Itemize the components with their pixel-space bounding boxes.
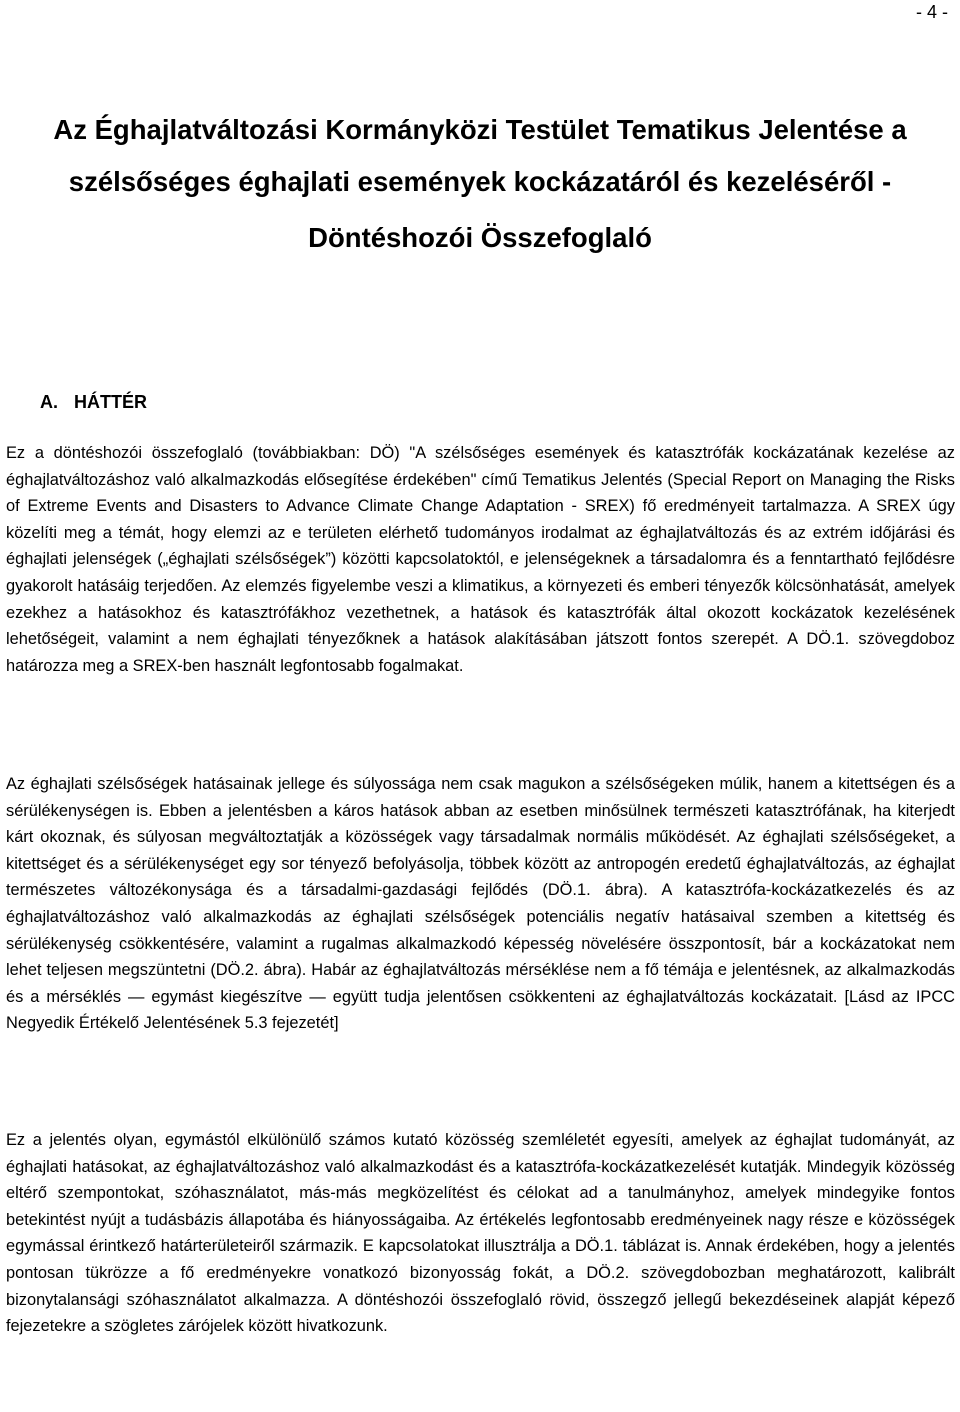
body-paragraph-2: Az éghajlati szélsőségek hatásainak jellege és súlyossága nem csak magukon a szélsőségeken múlik, hanem a kitettségen és a sérülékenységen is. Ebben a jelentésben a káros hatások abban az esetben minősülnek természeti katasztrófának, ha kiterjedt kárt okoznak, és súlyosan megváltoztatják a közösségek vagy társadalmak normális működését. Az éghajlati szélsőségeket, a kitettséget és a sérülékenységet egy sor tényező befolyásolja, többek között az antropogén eredetű éghajlatváltozás, az éghajlat természetes változékonysága és a társadalmi-gazdasági fejlődés (DÖ.1. ábra). A katasztrófa-kockázatkezelés és az éghajlatváltozáshoz való alkalmazkodás az éghajlati szélsőségek potenciális negatív hatásaival szemben a kitettség és sérülékenység csökkentésére, valamint a rugalmas alkalmazkodó képesség növelésére összpontosít, bár a kockázatokat nem lehet teljesen megszüntetni (DÖ.2. ábra). Habár az éghajlatváltozás mérséklése nem a fő témája e jelentésnek, az alkalmazkodás és a mérséklés — egymást kiegészítve — együtt tudja jelentősen csökkenteni az éghajlatváltozás kockázatait. [Lásd az IPCC Negyedik Értékelő Jelentésének 5.3 fejezetét] xyxy=(6,775,955,1033)
document-title-line-2: szélsőséges éghajlati események kockázatáról és kezeléséről - xyxy=(68,166,892,197)
section-heading-text: HÁTTÉR xyxy=(74,392,147,412)
body-paragraph-3: Ez a jelentés olyan, egymástól elkülönülő számos kutató közösség szemléletét egyesíti, amelyek az éghajlat tudományát, az éghajlati hatásokat, az éghajlatváltozáshoz való alkalmazkodást és a katasztrófa-kockázatkezelését kutatják. Mindegyik közösség eltérő szempontokat, szóhasználatot, más-más megközelítést és célokat ad a tanulmányhoz, amelyek mindegyike fontos betekintést nyújt a tudásbázis állapotába és hiányosságaiba. Az értékelés legfontosabb eredményeinek nagy része e közösségek egymással érintkező határterületeiről származik. E kapcsolatokat illusztrálja a DÖ.1. táblázat is. Annak érdekében, hogy a jelentés pontosan tükrözze a fő eredményekre vonatkozó bizonyosság fokát, a DÖ.2. szövegdobozban meghatározott, kalibrált bizonytalansági szóhasználatot alkalmazza. A döntéshozói összefoglaló rövid, összegző jellegű bekezdéseinek alapját képező fejezetekre a szögletes zárójelek között hivatkozunk. xyxy=(6,1131,955,1336)
section-letter: A. xyxy=(40,392,58,412)
section-heading xyxy=(40,388,147,416)
document-title-line-1: Az Éghajlatváltozási Kormányközi Testület Tematikus Jelentése a xyxy=(53,114,907,145)
document-title xyxy=(0,104,960,208)
page-number: - 4 - xyxy=(915,2,948,22)
body-paragraph-1: Ez a döntéshozói összefoglaló (továbbiakban: DÖ) "A szélsőséges események és katasztrófák kockázatának kezelése az éghajlatváltozáshoz való alkalmazkodás elősegítése érdekében" című Tematikus Jelentés (Special Report on Managing the Risks of Extreme Events and Disasters to Advance Climate Change Adaptation - SREX) fő eredményeit tartalmazza. A SREX úgy közelíti meg a témát, hogy elemzi az e területen elérhető tudományos irodalmat az éghajlatváltozás és az extrém időjárási és éghajlati jelenségek („éghajlati szélsőségek”) közötti kapcsolatoktól, e jelenségeknek a társadalomra és a fenntartható fejlődésre gyakorolt hatásáig terjedően. Az elemzés figyelembe veszi a klimatikus, a környezeti és emberi tényezők kölcsönhatását, amelyek ezekhez a hatásokhoz és katasztrófákhoz vezethetnek, a hatások és katasztrófák által okozott kockázatok kezelésének lehetőségeit, valamint a nem éghajlati tényezőknek a hatások alakításában játszott fontos szerepét. A DÖ.1. szövegdoboz határozza meg a SREX-ben használt legfontosabb fogalmakat. xyxy=(6,444,955,675)
document-subtitle: Döntéshozói Összefoglaló xyxy=(308,222,652,253)
